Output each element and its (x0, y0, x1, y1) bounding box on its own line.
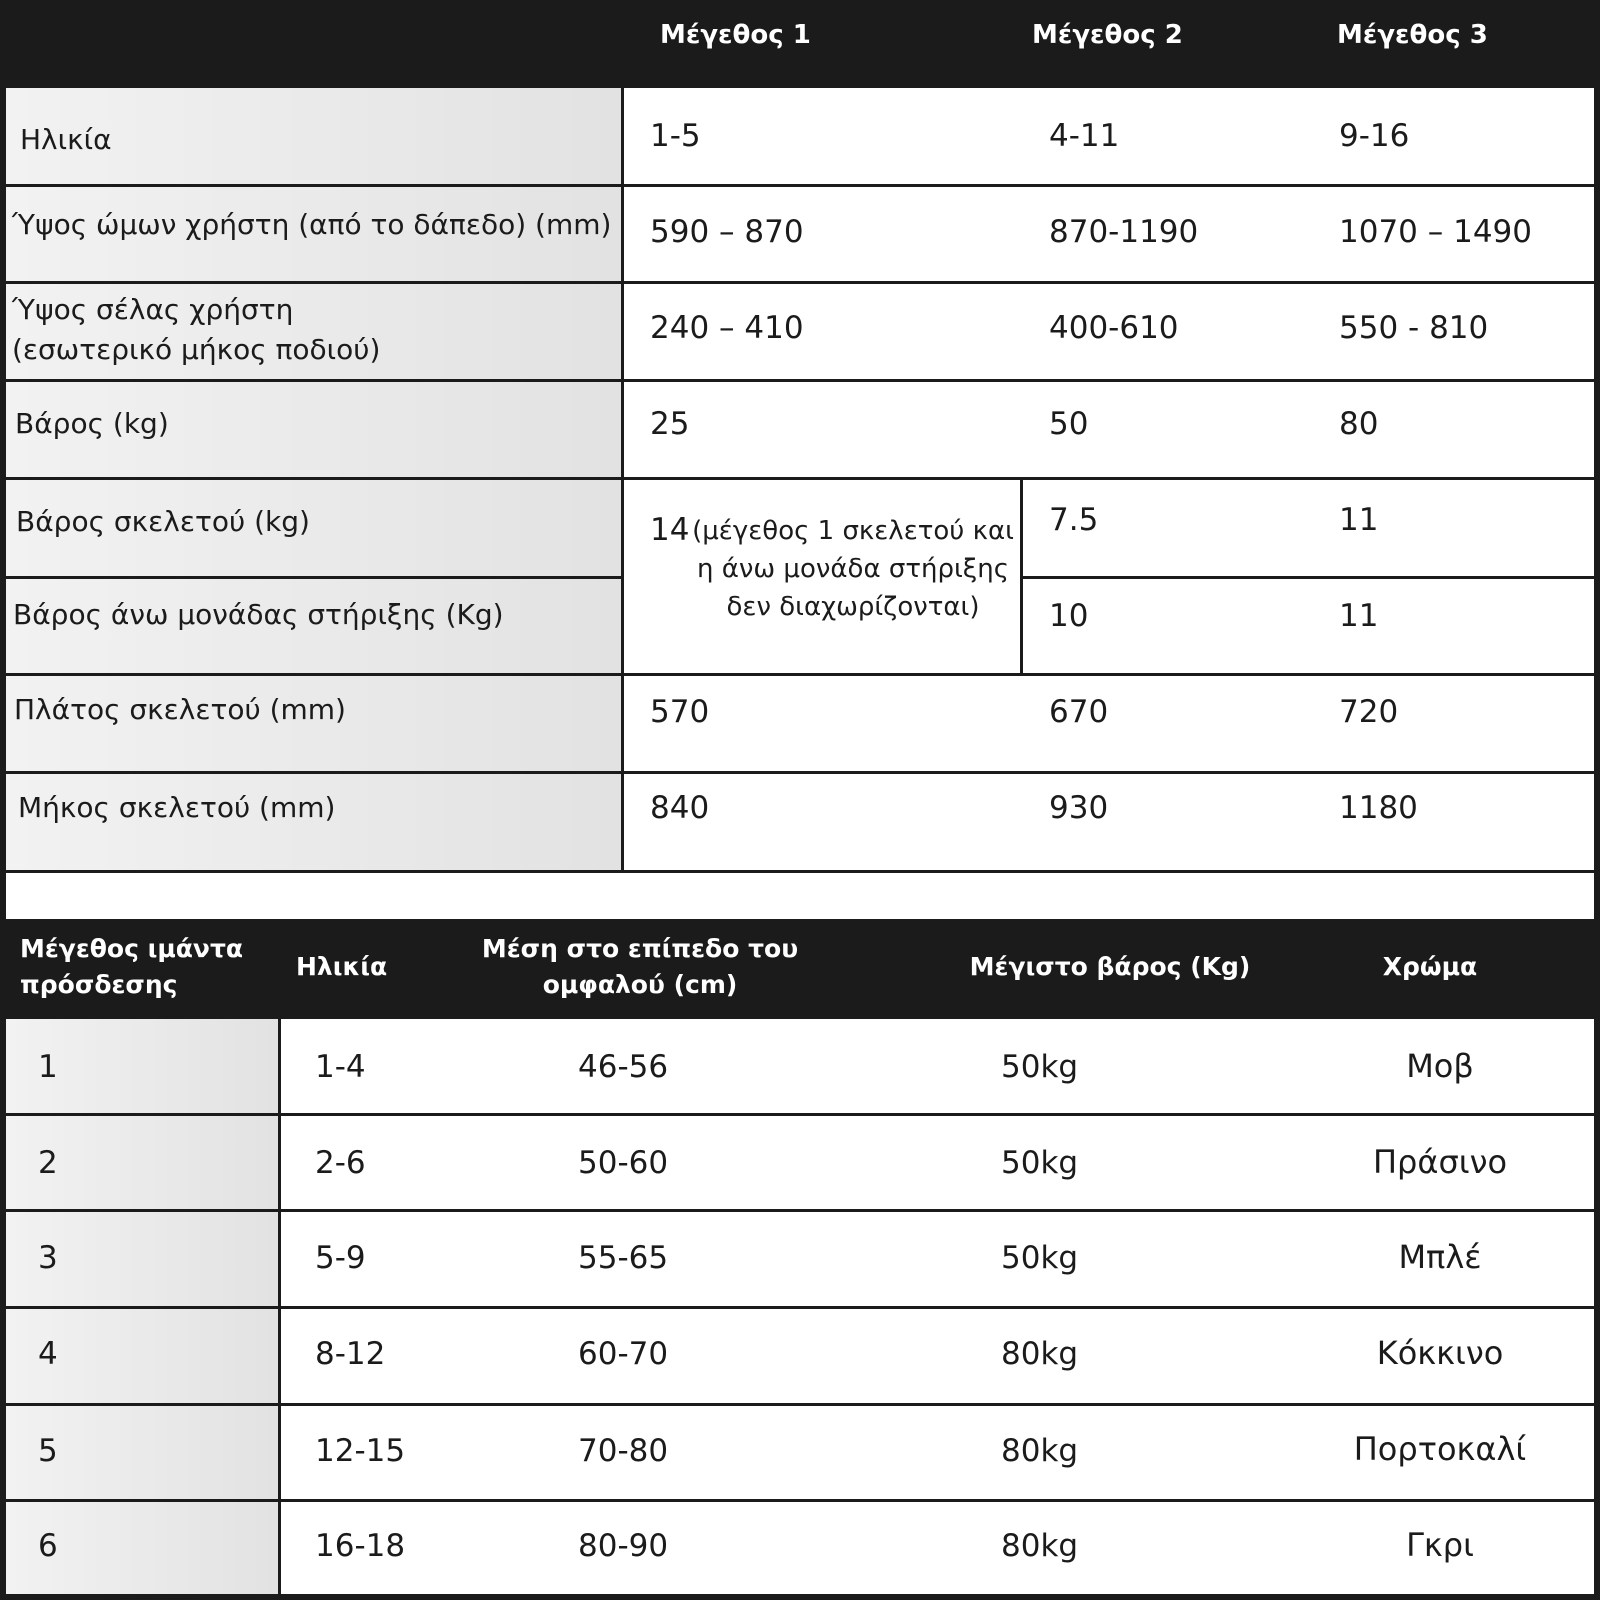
belt-color-6: Γκρι (1406, 1526, 1474, 1564)
belt-color-4: Κόκκινο (1376, 1334, 1504, 1372)
header-waist-line-1: Μέση στο επίπεδο του (481, 934, 799, 963)
cell-frame-weight-size-2: 7.5 (1049, 502, 1099, 538)
row-divider (6, 1403, 1594, 1406)
belt-max-weight-1: 50kg (1001, 1049, 1079, 1085)
row-divider (6, 379, 1594, 382)
cell-frame-width-size-2: 670 (1049, 694, 1109, 730)
belt-color-3: Μπλέ (1398, 1238, 1482, 1276)
header-waist-line-2: ομφαλού (cm) (542, 970, 738, 999)
belt-waist-1: 46-56 (578, 1049, 669, 1085)
belt-color-5: Πορτοκαλί (1353, 1430, 1527, 1468)
column-divider (278, 1019, 281, 1594)
size-table-body (6, 88, 1594, 873)
cell-weight-size-1: 25 (650, 406, 690, 442)
cell-weight-size-3: 80 (1339, 406, 1379, 442)
belt-waist-2: 50-60 (578, 1145, 669, 1181)
row-label-age: Ηλικία (20, 123, 112, 156)
row-label-shoulder-height: Ύψος ώμων χρήστη (από το δάπεδο) (mm) (12, 208, 612, 241)
merged-weight-number: 14 (650, 512, 690, 548)
belt-waist-6: 80-90 (578, 1528, 669, 1564)
row-divider (6, 1113, 1594, 1116)
header-belt-size-line-1: Μέγεθος ιμάντα (20, 934, 244, 963)
cell-saddle-size-2: 400-610 (1049, 310, 1179, 346)
cell-frame-length-size-3: 1180 (1339, 790, 1418, 826)
belt-size-5: 5 (38, 1433, 58, 1469)
cell-age-size-1: 1-5 (650, 118, 701, 154)
belt-waist-3: 55-65 (578, 1240, 669, 1276)
row-divider (6, 281, 1594, 284)
cell-shoulder-size-3: 1070 – 1490 (1339, 214, 1532, 250)
row-label-frame-width: Πλάτος σκελετού (mm) (14, 693, 346, 726)
row-label-upper-unit-weight: Βάρος άνω μονάδας στήριξης (Kg) (13, 598, 504, 631)
header-belt-size-line-2: πρόσδεσης (20, 970, 178, 999)
belt-color-2: Πράσινο (1372, 1143, 1508, 1181)
row-divider (6, 576, 623, 579)
cell-upper-unit-size-2: 10 (1049, 598, 1089, 634)
belt-max-weight-5: 80kg (1001, 1433, 1079, 1469)
belt-max-weight-4: 80kg (1001, 1336, 1079, 1372)
column-divider (621, 88, 624, 873)
belt-table-header (0, 919, 1600, 1019)
belt-age-3: 5-9 (315, 1240, 366, 1276)
cell-shoulder-size-1: 590 – 870 (650, 214, 804, 250)
header-size-3: Μέγεθος 3 (1337, 20, 1488, 50)
cell-frame-weight-size-3: 11 (1339, 502, 1379, 538)
cell-upper-unit-size-3: 11 (1339, 598, 1379, 634)
cell-frame-length-size-2: 930 (1049, 790, 1109, 826)
size-table-header (0, 0, 1600, 88)
row-label-frame-length: Μήκος σκελετού (mm) (18, 791, 336, 824)
belt-size-2: 2 (38, 1145, 58, 1181)
cell-age-size-2: 4-11 (1049, 118, 1120, 154)
column-divider (1020, 479, 1023, 675)
cell-frame-width-size-3: 720 (1339, 694, 1399, 730)
belt-waist-5: 70-80 (578, 1433, 669, 1469)
belt-size-4: 4 (38, 1336, 58, 1372)
row-divider (6, 184, 1594, 187)
belt-size-1: 1 (38, 1049, 58, 1085)
row-divider (6, 1306, 1594, 1309)
cell-shoulder-size-2: 870-1190 (1049, 214, 1199, 250)
header-size-1: Μέγεθος 1 (660, 20, 811, 50)
row-divider (6, 1499, 1594, 1502)
cell-frame-length-size-1: 840 (650, 790, 710, 826)
row-label-weight: Βάρος (kg) (15, 407, 169, 440)
table-gap (6, 873, 1594, 919)
merged-weight-note-line-2: η άνω μονάδα στήριξης (696, 554, 1009, 584)
belt-max-weight-3: 50kg (1001, 1240, 1079, 1276)
belt-size-6: 6 (38, 1528, 58, 1564)
merged-weight-note-line-3: δεν διαχωρίζονται) (726, 592, 980, 622)
row-label-saddle-height: Ύψος σέλας χρήστη (12, 293, 294, 326)
cell-frame-width-size-1: 570 (650, 694, 710, 730)
cell-saddle-size-1: 240 – 410 (650, 310, 804, 346)
belt-max-weight-6: 80kg (1001, 1528, 1079, 1564)
row-label-saddle-height-sub: (εσωτερικό μήκος ποδιού) (12, 333, 381, 366)
row-divider (6, 477, 1594, 480)
header-age: Ηλικία (296, 952, 388, 981)
belt-color-1: Μοβ (1406, 1047, 1474, 1085)
cell-age-size-3: 9-16 (1339, 118, 1410, 154)
row-divider (6, 673, 1594, 676)
cell-saddle-size-3: 550 - 810 (1339, 310, 1489, 346)
belt-age-4: 8-12 (315, 1336, 386, 1372)
belt-age-2: 2-6 (315, 1145, 366, 1181)
row-divider (6, 771, 1594, 774)
belt-age-6: 16-18 (315, 1528, 406, 1564)
cell-weight-size-2: 50 (1049, 406, 1089, 442)
header-max-weight: Μέγιστο βάρος (Kg) (969, 952, 1251, 981)
header-color: Χρώμα (1382, 952, 1478, 981)
row-divider (1022, 576, 1594, 579)
belt-age-1: 1-4 (315, 1049, 366, 1085)
belt-max-weight-2: 50kg (1001, 1145, 1079, 1181)
row-divider (6, 1209, 1594, 1212)
row-label-frame-weight: Βάρος σκελετού (kg) (16, 505, 310, 538)
header-size-2: Μέγεθος 2 (1032, 20, 1183, 50)
belt-age-5: 12-15 (315, 1433, 406, 1469)
belt-size-3: 3 (38, 1240, 58, 1276)
belt-waist-4: 60-70 (578, 1336, 669, 1372)
belt-table-body (6, 1019, 1594, 1594)
merged-weight-note-line-1: (μέγεθος 1 σκελετού και (692, 516, 1014, 546)
